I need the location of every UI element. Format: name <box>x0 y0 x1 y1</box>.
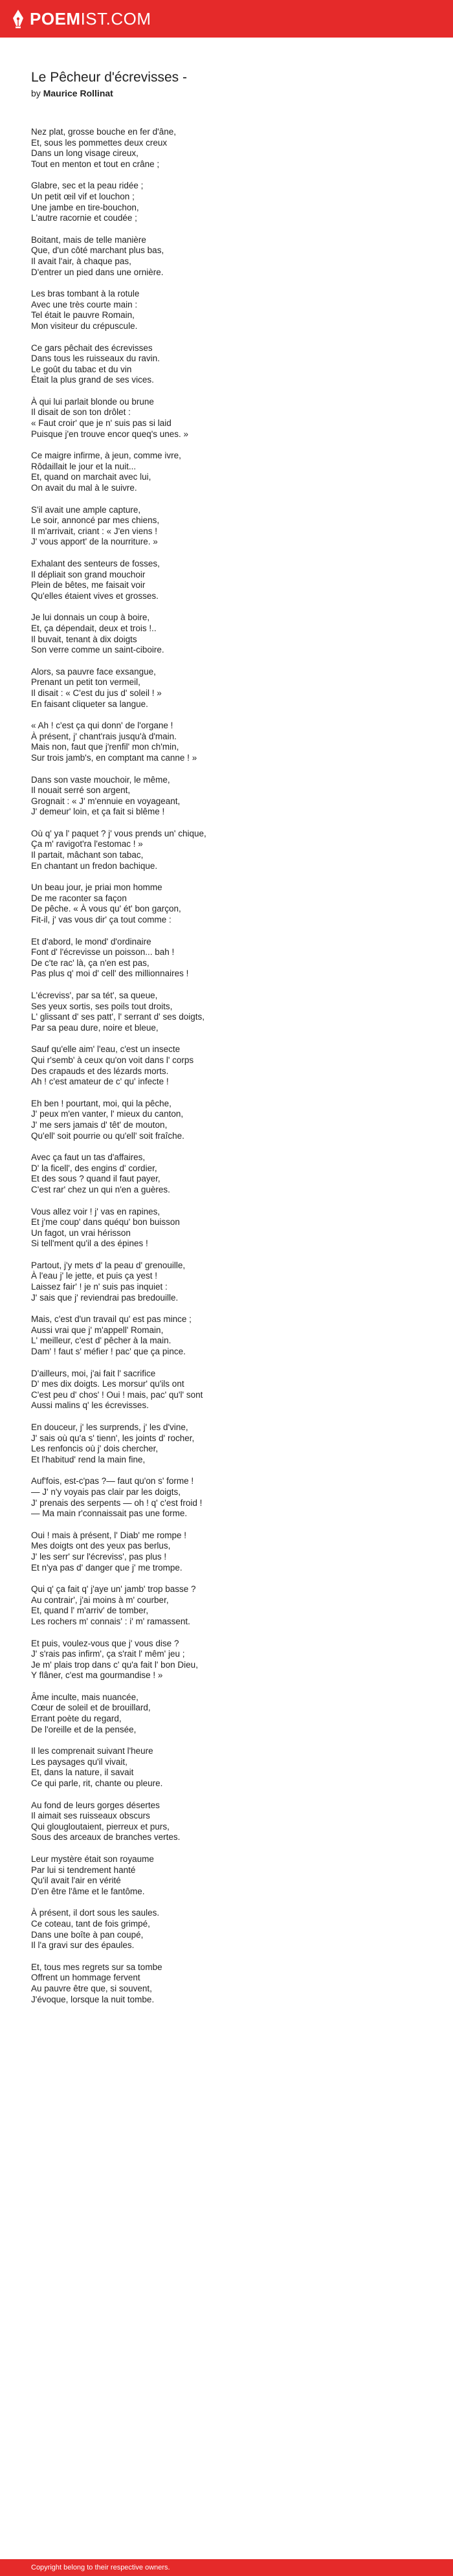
poem-line: D' la ficell', des engins d' cordier, <box>31 1163 157 1173</box>
poem-line: Les rochers m' connais' : i' m' ramassent. <box>31 1616 190 1626</box>
poem-line: Qu'elles étaient vives et grosses. <box>31 590 159 601</box>
poem-line: Oui ! mais à présent, l' Diab' me rompe ! <box>31 1530 186 1540</box>
poem-line: Ah ! c'est amateur de c' qu' infecte ! <box>31 1077 169 1087</box>
poem-line: D'en être l'âme et le fantôme. <box>31 1886 145 1896</box>
stanza <box>31 343 426 386</box>
poem-line: On avait du mal à le suivre. <box>31 483 137 493</box>
poem-line: Ce qui parle, rit, chante ou pleure. <box>31 1778 163 1789</box>
poem-line: Il disait : « C'est du jus d' soleil ! » <box>31 688 162 698</box>
poem-line: J' sais que j' reviendrai pas bredouille. <box>31 1292 179 1303</box>
stanza <box>31 181 426 223</box>
poem-line: Nez plat, grosse bouche en fer d'âne, <box>31 127 176 137</box>
poem-line: Ses yeux sortis, ses poils tout droits, <box>31 1001 173 1011</box>
poem-line: Mes doigts ont des yeux pas berlus, <box>31 1541 171 1551</box>
poem-line: Y flâner, c'est ma gourmandise ! » <box>31 1670 163 1681</box>
poem-line: Aussi malins q' les écrevisses. <box>31 1400 149 1411</box>
poem-line: Âme inculte, mais nuancée, <box>31 1692 138 1702</box>
poem-line: — J' n'y voyais pas clair par les doigts, <box>31 1486 181 1497</box>
poem-line: Font d' l'écrevisse un poisson... bah ! <box>31 947 175 958</box>
poem-line: Je lui donnais un coup à boire, <box>31 612 150 623</box>
stanza <box>31 882 426 925</box>
poem-line: Et n'ya pas d' danger que j' me trompe. <box>31 1562 182 1573</box>
poem-line: Leur mystère était son royaume <box>31 1854 154 1864</box>
poem-line: Il buvait, tenant à dix doigts <box>31 634 137 644</box>
poem-line: À l'eau j' le jette, et puis ça yest ! <box>31 1271 158 1281</box>
stanza <box>31 1584 426 1627</box>
stanza <box>31 1800 426 1843</box>
stanza <box>31 1962 426 2005</box>
poem-line: Dans tous les ruisseaux du ravin. <box>31 353 160 364</box>
poem-line: — Ma main r'connaissait pas une forme. <box>31 1508 188 1519</box>
stanza <box>31 397 426 440</box>
poem-line: Aussi vrai que j' m'appell' Romain, <box>31 1325 164 1335</box>
poem-line: Je m' plais trop dans c' qu'a fait l' bon Dieu, <box>31 1659 198 1670</box>
stanza <box>31 1152 426 1195</box>
poem-title: Le Pêcheur d'écrevisses - <box>31 70 187 85</box>
poem-line: J' prenais des serpents — oh ! q' c'est froid ! <box>31 1497 203 1508</box>
stanza <box>31 559 426 601</box>
poem-line: Sauf qu'elle aim' l'eau, c'est un insecte <box>31 1044 181 1055</box>
stanza <box>31 612 426 655</box>
poem-line: Était la plus grand de ses vices. <box>31 375 154 385</box>
stanza <box>31 1639 426 1681</box>
stanza <box>31 991 426 1033</box>
poem-content <box>31 70 426 2016</box>
poem-line: Partout, j'y mets d' la peau d' grenouille, <box>31 1260 186 1270</box>
poem-line: L' meilleur, c'est d' pêcher à la main. <box>31 1336 171 1346</box>
poem-line: Un beau jour, je priai mon homme <box>31 882 162 893</box>
poem-line: Et puis, voulez-vous que j' vous dise ? <box>31 1638 179 1648</box>
stanza <box>31 667 426 710</box>
poem-line: Avec une très courte main : <box>31 299 138 309</box>
poem-line: En faisant cliqueter sa langue. <box>31 699 148 709</box>
poem-line: De l'oreille et de la pensée, <box>31 1724 137 1734</box>
stanza <box>31 1314 426 1357</box>
poem-line: Il dépliait son grand mouchoir <box>31 569 146 579</box>
poem-line: Et, quand l' m'arriv' de tomber, <box>31 1606 149 1616</box>
stanza <box>31 721 426 763</box>
poem-line: L'autre racornie et coudée ; <box>31 213 137 223</box>
poem-line: À qui lui parlait blonde ou brune <box>31 396 154 407</box>
poem-line: Et des sous ? quand il faut payer, <box>31 1174 160 1184</box>
stanza <box>31 1908 426 1951</box>
poem-line: À présent, il dort sous les saules. <box>31 1908 160 1918</box>
poem-line: Eh ben ! pourtant, moi, qui la pêche, <box>31 1098 171 1108</box>
poem-line: Exhalant des senteurs de fosses, <box>31 559 160 568</box>
stanza <box>31 1746 426 1789</box>
poem-line: Dam' ! faut s' méfier ! pac' que ça pince. <box>31 1347 186 1357</box>
poem-line: Le goût du tabac et du vin <box>31 364 132 374</box>
poem-line: Mais, c'est d'un travail qu' est pas mince ; <box>31 1314 192 1325</box>
poem-line: Un petit œil vif et louchon ; <box>31 191 135 201</box>
poem-line: Il partait, mâchant son tabac, <box>31 850 144 860</box>
poem-line: Et, sous les pommettes deux creux <box>31 137 168 148</box>
poem-line: J' demeur' loin, et ça fait si blême ! <box>31 807 165 817</box>
poem-line: Le soir, annoncé par mes chiens, <box>31 515 160 526</box>
poem-line: Il aimait ses ruisseaux obscurs <box>31 1811 150 1821</box>
poem-line: Rôdaillait le jour et la nuit... <box>31 461 137 471</box>
poem-line: Et d'abord, le mond' d'ordinaire <box>31 936 151 946</box>
poem-line: Fit-il, j' vas vous dir' ça tout comme : <box>31 915 171 925</box>
poem-line: Puisque j'en trouve encor queq's unes. » <box>31 429 189 439</box>
poem-byline <box>31 88 426 98</box>
poem-line: Tel était le pauvre Romain, <box>31 310 135 320</box>
stanza <box>31 1044 426 1087</box>
poem-line: Où q' ya l' paquet ? j' vous prends un' chique, <box>31 828 206 838</box>
poem-line: Qui q' ça fait q' j'aye un' jamb' trop basse ? <box>31 1584 196 1595</box>
poem-line: Pas plus q' moi d' cell' des millionnaires ! <box>31 969 189 979</box>
poem-line: L'écreviss', par sa tét', sa queue, <box>31 991 158 1000</box>
stanza <box>31 505 426 548</box>
poem-line: Dans un long visage cireux, <box>31 148 138 159</box>
poem-line: J' me sers jamais d' têt' de mouton, <box>31 1119 168 1130</box>
poem-line: J'évoque, lorsque la nuit tombe. <box>31 1994 155 2004</box>
poem-line: Qui r'semb' à ceux qu'on voit dans l' corps <box>31 1055 194 1065</box>
stanza <box>31 451 426 493</box>
stanza <box>31 1099 426 1141</box>
poem-line: Ce maigre infirme, à jeun, comme ivre, <box>31 451 181 461</box>
poem-line: En douceur, j' les surprends, j' les d'vine, <box>31 1422 188 1432</box>
poem-line: Ce gars pêchait des écrevisses <box>31 342 153 353</box>
poem-line: Et, ça dépendait, deux et trois !.. <box>31 623 157 633</box>
poem-line: Qui glougloutaient, pierreux et purs, <box>31 1821 170 1831</box>
poem-line: C'est peu d' chos' ! Oui ! mais, pac' qu'l' sont <box>31 1389 203 1400</box>
poem-line: Que, d'un côté marchant plus bas, <box>31 245 164 256</box>
poem-line: Cœur de soleil et de brouillard, <box>31 1703 151 1713</box>
poem-line: Plein de bêtes, me faisait voir <box>31 580 146 590</box>
poem-line: Et, dans la nature, il savait <box>31 1767 134 1778</box>
poem-line: Ce coteau, tant de fois grimpé, <box>31 1918 150 1929</box>
stanza <box>31 775 426 818</box>
poem-line: Sur trois jamb's, en comptant ma canne ! » <box>31 752 197 763</box>
poem-line: J' vous apport' de la nourriture. » <box>31 537 158 547</box>
poem-line: De c'te rac' là, ça n'en est pas, <box>31 958 149 968</box>
poem-line: Il l'a gravi sur des épaules. <box>31 1940 135 1951</box>
poem-line: Qu'ell' soit pourrie ou qu'ell' soit fraîche. <box>31 1130 184 1141</box>
poem-line: Une jambe en tire-bouchon, <box>31 202 139 212</box>
poem-line: J' sais où qu'a s' tienn', les joints d' rocher, <box>31 1433 195 1443</box>
poem-line: Par lui si tendrement hanté <box>31 1865 136 1875</box>
poem-line: Sous des arceaux de branches vertes. <box>31 1832 181 1842</box>
stanza <box>31 127 426 170</box>
poem-line: Au contrair', j'ai moins à m' courber, <box>31 1595 169 1605</box>
poem-line: L' glissant d' ses patt', l' serrant d' ses doigts, <box>31 1012 205 1022</box>
poem-line: Glabre, sec et la peau ridée ; <box>31 181 144 191</box>
poem-line: À présent, j' chant'rais jusqu'à d'main. <box>31 731 177 741</box>
stanza <box>31 1207 426 1249</box>
poem-line: En chantant un fredon bachique. <box>31 860 158 871</box>
poem-line: Les paysages qu'il vivait, <box>31 1756 127 1767</box>
poem-line: Avec ça faut un tas d'affaires, <box>31 1152 146 1163</box>
poem-line: J' peux m'en vanter, l' mieux du canton, <box>31 1109 184 1119</box>
poem-line: Grognait : « J' m'ennuie en voyageant, <box>31 796 181 806</box>
poem-line: Mais non, faut que j'renfil' mon ch'min, <box>31 742 179 752</box>
stanza <box>31 1476 426 1519</box>
poem-line: Les renfoncis où j' dois chercher, <box>31 1444 159 1454</box>
copyright-text: Copyright belong to their respective owners. <box>31 2564 170 2571</box>
poem-line: J' les serr' sur l'écreviss', pas plus ! <box>31 1551 167 1562</box>
poem-line: Offrent un hommage fervent <box>31 1973 140 1983</box>
poem-line: S'il avait une ample capture, <box>31 504 141 515</box>
poem-line: Vous allez voir ! j' vas en rapines, <box>31 1206 160 1216</box>
stanza <box>31 829 426 871</box>
stanza <box>31 1369 426 1411</box>
poem-line: Dans son vaste mouchoir, le même, <box>31 774 170 785</box>
poem-line: Par sa peau dure, noire et bleue, <box>31 1022 159 1033</box>
poem-line: Il nouait serré son argent, <box>31 785 131 796</box>
stanza <box>31 289 426 331</box>
poem-line: Les bras tombant à la rotule <box>31 289 140 299</box>
poem-line: Dans une boîte à pan coupé, <box>31 1929 144 1940</box>
poem-line: Il disait de son ton drôlet : <box>31 407 131 418</box>
poem-line: Et j'me coup' dans quéqu' bon buisson <box>31 1217 180 1227</box>
poem-line: De me raconter sa façon <box>31 893 127 903</box>
poem-line: D'entrer un pied dans une ornière. <box>31 267 164 277</box>
poem-line: Au pauvre être que, si souvent, <box>31 1983 152 1993</box>
poem-line: Prenant un petit ton vermeil, <box>31 677 140 688</box>
poem-line: Des crapauds et des lézards morts. <box>31 1066 169 1076</box>
poem-line: Un fagot, un vrai hérisson <box>31 1227 131 1238</box>
poem-line: « Ah ! c'est ça qui donn' de l'organe ! <box>31 721 173 731</box>
stanza <box>31 235 426 278</box>
poem-line: « Faut croir' que je n' suis pas si laid <box>31 418 171 429</box>
poem-body <box>31 127 426 2005</box>
poem-line: Son verre comme un saint-ciboire. <box>31 645 164 655</box>
poem-line: Laissez fair' ! je n' suis pas inquiet : <box>31 1282 168 1292</box>
poem-line: Boitant, mais de telle manière <box>31 234 146 245</box>
stanza <box>31 1422 426 1465</box>
site-logo[interactable]: POEMIST.COM <box>30 8 151 28</box>
poem-line: J' s'rais pas infirm', ça s'rait l' mêm' jeu ; <box>31 1649 185 1659</box>
poem-line: Et, tous mes regrets sur sa tombe <box>31 1962 162 1972</box>
poem-line: Alors, sa pauvre face exsangue, <box>31 666 156 677</box>
poem-line: Auf'fois, est-c'pas ?— faut qu'on s' forme ! <box>31 1476 194 1486</box>
poem-line: Il m'arrivait, criant : « J'en viens ! <box>31 526 157 536</box>
poem-line: De pêche. « À vous qu' ét' bon garçon, <box>31 904 181 914</box>
by-label: by <box>31 88 41 98</box>
poem-line: Tout en menton et tout en crâne ; <box>31 159 160 169</box>
poem-line: D' mes dix doigts. Les morsur' qu'ils ont <box>31 1379 184 1389</box>
stanza <box>31 1692 426 1735</box>
poem-line: D'ailleurs, moi, j'ai fait l' sacrifice <box>31 1368 156 1378</box>
stanza <box>31 1260 426 1303</box>
stanza <box>31 937 426 980</box>
poem-line: Il les comprenait suivant l'heure <box>31 1746 153 1756</box>
poem-line: Mon visiteur du crépuscule. <box>31 320 138 331</box>
poem-line: Et, quand on marchait avec lui, <box>31 472 151 482</box>
poem-line: Au fond de leurs gorges désertes <box>31 1800 160 1810</box>
pen-nib-icon <box>12 9 25 28</box>
poem-line: Errant poète du regard, <box>31 1714 122 1724</box>
poem-author[interactable]: Maurice Rollinat <box>43 88 113 98</box>
poem-line: Il avait l'air, à chaque pas, <box>31 256 131 266</box>
stanza <box>31 1854 426 1897</box>
poem-line: Ça m' ravigot'ra l'estomac ! » <box>31 839 143 849</box>
stanza <box>31 1530 426 1573</box>
poem-line: Si tell'ment qu'il a des épines ! <box>31 1238 148 1249</box>
poem-line: Qu'il avait l'air en vérité <box>31 1876 121 1886</box>
poem-line: Et l'habitud' rend la main fine, <box>31 1454 146 1464</box>
footer-bar <box>0 2559 453 2576</box>
top-bar <box>0 0 453 38</box>
poem-line: C'est rar' chez un qui n'en a guères. <box>31 1184 170 1194</box>
